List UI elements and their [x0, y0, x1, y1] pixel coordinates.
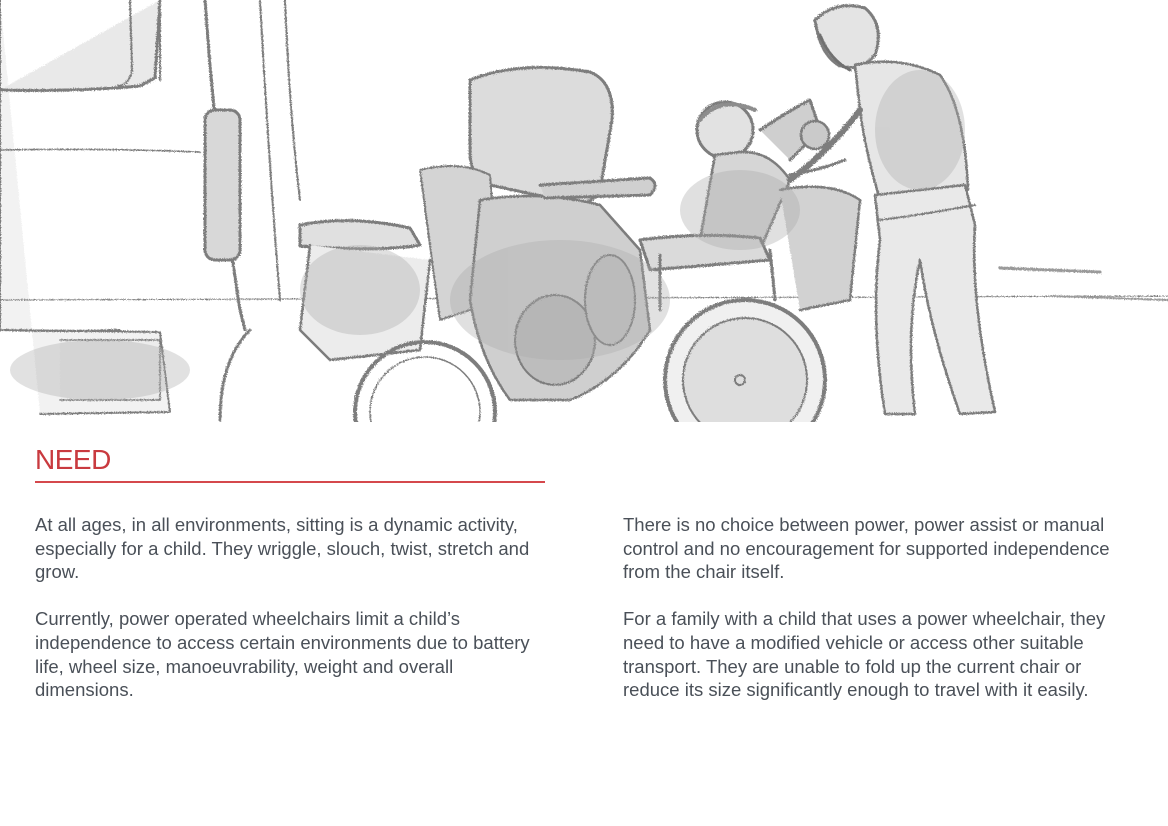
section-title: NEED: [35, 444, 111, 475]
left-paragraph-1: At all ages, in all environments, sitting is a dynamic activity, especially for a child. They wriggle, slouch, twist, stretch and grow.: [35, 514, 530, 583]
heading-divider: [35, 481, 545, 483]
left-column: [35, 513, 550, 725]
right-column: [623, 513, 1133, 725]
left-paragraph-2: Currently, power operated wheelchairs limit a child’s independence to access certain environments due to battery life, wheel size, manoeuvrability, weight and overall dimensions.: [35, 608, 530, 701]
right-paragraph-2: For a family with a child that uses a power wheelchair, they need to have a modified vehicle or access other suitable transport. They are unable to fold up the current chair or reduce its size significantly enough to travel with it easily.: [623, 608, 1106, 701]
section-header: [35, 442, 545, 483]
right-paragraph-1: There is no choice between power, power assist or manual control and no encouragement for supported independence from the chair itself.: [623, 514, 1110, 583]
